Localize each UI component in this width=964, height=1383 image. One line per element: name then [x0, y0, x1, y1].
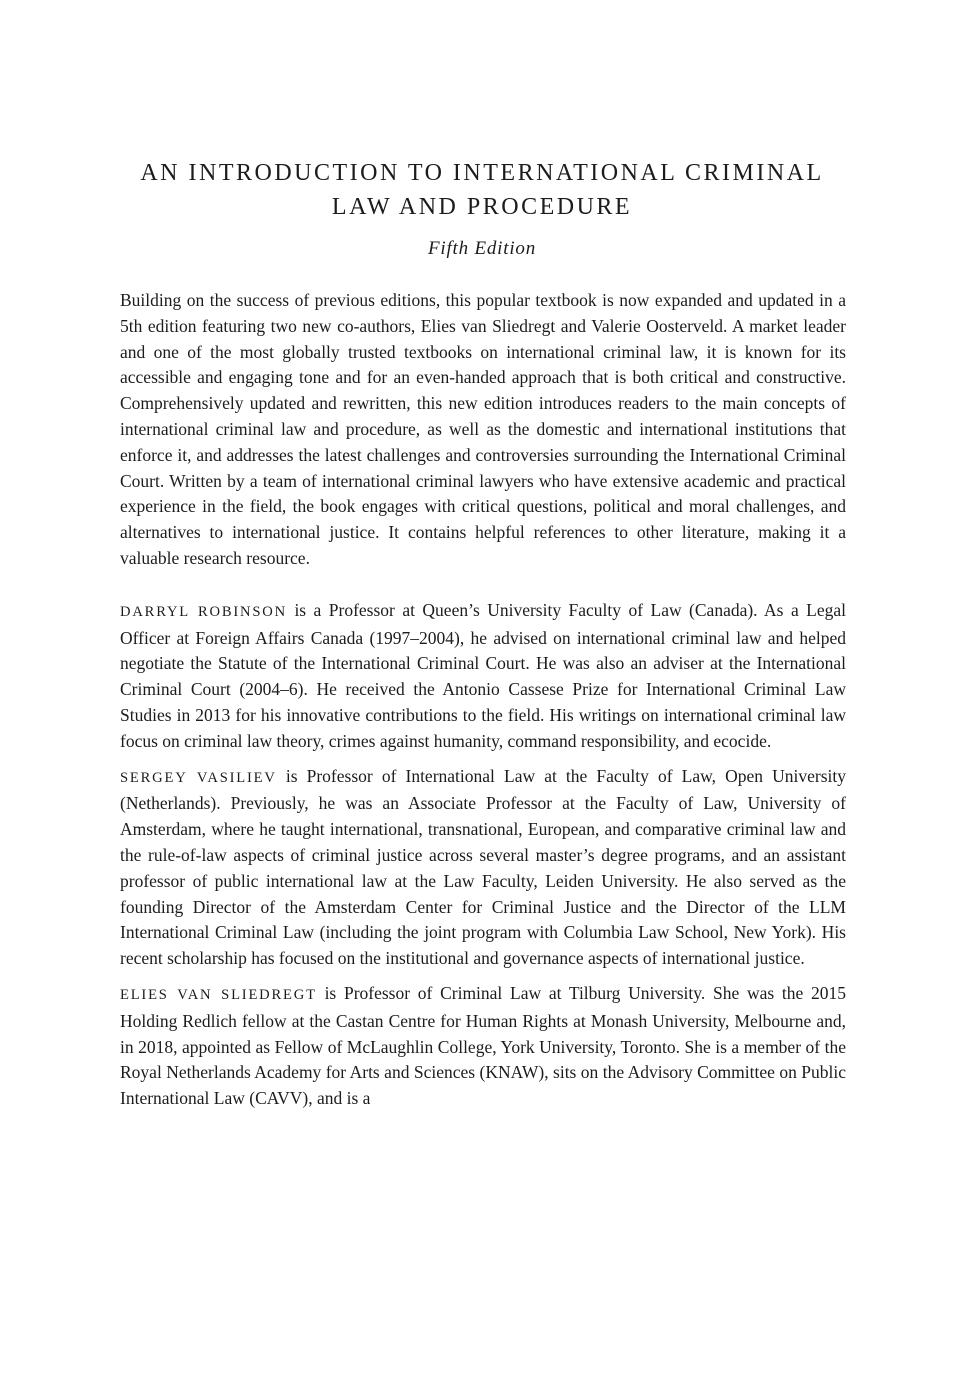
- author-bio: [120, 598, 846, 755]
- author-bio-text: is Professor of Criminal Law at Tilburg University. She was the 2015 Holding Redlich fellow at the Castan Centre for Human Rights at Monash University, Melbourne and, in 2018, appointed as Fellow of McLaughlin College, York University, Toronto. She is a member of the Royal Netherlands Academy for Arts and Sciences (KNAW), sits on the Advisory Committee on Public International Law (CAVV), and is a: [120, 982, 846, 1109]
- book-title-line1: AN INTRODUCTION TO INTERNATIONAL CRIMINAL: [140, 160, 824, 186]
- author-bio: [120, 764, 846, 972]
- author-bio-text: is a Professor at Queen’s University Faculty of Law (Canada). As a Legal Officer at Foreign Affairs Canada (1997–2004), he advised on international criminal law and helped negotiate the Statute of the International Criminal Court. He was also an adviser at the International Criminal Court (2004–6). He received the Antonio Cassese Prize for International Criminal Law Studies in 2013 for his innovative contributions to the field. His writings on international criminal law focus on criminal law theory, crimes against humanity, command responsibility, and ecocide.: [120, 599, 847, 751]
- author-name: SERGEY VASILIEV: [120, 769, 277, 786]
- author-name: DARRYL ROBINSON: [120, 603, 287, 620]
- edition-subtitle: Fifth Edition: [427, 238, 537, 259]
- book-title-line2: LAW AND PROCEDURE: [331, 194, 633, 220]
- book-description: Building on the success of previous editions, this popular textbook is now expanded and updated in a 5th edition featuring two new co-authors, Elies van Sliedregt and Valerie Oosterveld. A market leader and one of the most globally trusted textbooks on international criminal law, it is known for its accessible and engaging tone and for an even-handed approach that is both critical and constructive. Comprehensively updated and rewritten, this new edition introduces readers to the main concepts of international criminal law and procedure, as well as the domestic and international institutions that enforce it, and addresses the latest challenges and controversies surrounding the International Criminal Court. Written by a team of international criminal lawyers who have extensive academic and practical experience in the field, the book engages with critical questions, political and moral challenges, and alternatives to international justice. It contains helpful references to other literature, making it a valuable research resource.: [120, 290, 846, 568]
- book-title: [0, 0, 964, 224]
- author-bio-text: is Professor of International Law at the Faculty of Law, Open University (Netherlands). Previously, he was an Associate Professor at the Faculty of Law, University of Amsterdam, where he taught international, transnational, European, and comparative criminal law and the rule-of-law aspects of criminal justice across several master’s degree programs, and an assistant professor of public international law at the Law Faculty, Leiden University. He also served as the founding Director of the Amsterdam Center for Criminal Justice and the Director of the LLM International Criminal Law (including the joint program with Columbia Law School, New York). His recent scholarship has focused on the institutional and governance aspects of international justice.: [120, 765, 846, 969]
- author-name: ELIES VAN SLIEDREGT: [120, 986, 317, 1003]
- author-bio: [120, 981, 846, 1112]
- page-body: [120, 288, 846, 1112]
